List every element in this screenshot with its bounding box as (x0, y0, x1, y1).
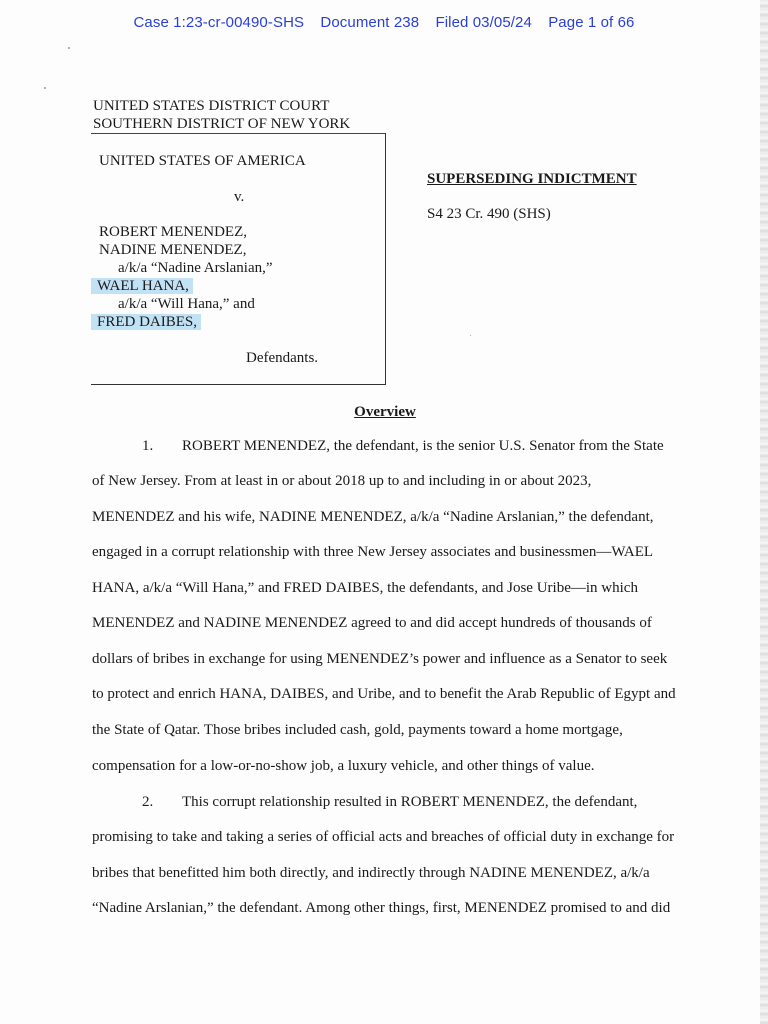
docket-number: S4 23 Cr. 490 (SHS) (427, 206, 551, 222)
paragraph-1-line-9: the State of Qatar. Those bribes included cash, gold, payments toward a home mortgage, (92, 722, 623, 738)
paragraph-1-line-6: MENENDEZ and NADINE MENENDEZ agreed to and did accept hundreds of thousands of (92, 615, 652, 631)
paragraph-1-line-8: to protect and enrich HANA, DAIBES, and Uribe, and to benefit the Arab Republic of Egypt and (92, 686, 676, 702)
highlighted-name: WAEL HANA, (91, 278, 193, 294)
alias-nadine-arslanian: a/k/a “Nadine Arslanian,” (118, 260, 273, 276)
court-name (93, 97, 350, 133)
versus-label: v. (234, 189, 245, 205)
scan-speck (68, 47, 70, 49)
paragraph-1-line-4: engaged in a corrupt relationship with three New Jersey associates and businessmen—WAEL (92, 544, 654, 560)
paragraph-number: 1. (142, 438, 154, 454)
court-line-2: SOUTHERN DISTRICT OF NEW YORK (93, 116, 351, 132)
ecf-filing-header (0, 14, 768, 31)
paragraph-2-line-3: bribes that benefitted him both directly, and indirectly through NADINE MENENDEZ, a/k/a (92, 865, 650, 881)
line-text: This corrupt relationship resulted in ROBERT MENENDEZ, the defendant, (182, 794, 638, 810)
defendant-robert-menendez: ROBERT MENENDEZ, (99, 224, 247, 240)
scan-speck (44, 87, 46, 89)
scan-edge-strip (760, 0, 768, 1024)
paragraph-1-line-7: dollars of bribes in exchange for using MENENDEZ’s power and influence as a Senator to seek (92, 651, 668, 667)
alias-will-hana: a/k/a “Will Hana,” and (118, 296, 255, 312)
paragraph-1-line-10: compensation for a low-or-no-show job, a luxury vehicle, and other things of value. (92, 758, 595, 774)
filed-date: Filed 03/05/24 (435, 14, 532, 31)
paragraph-2-line-2: promising to take and taking a series of official acts and breaches of official duty in exchange for (92, 829, 675, 845)
case-number: Case 1:23-cr-00490-SHS (133, 14, 305, 31)
plaintiff-name: UNITED STATES OF AMERICA (99, 153, 306, 169)
paragraph-1-line-1 (92, 438, 664, 455)
paragraph-number: 2. (142, 794, 154, 810)
page-indicator: Page 1 of 66 (548, 14, 635, 31)
highlighted-name: FRED DAIBES, (91, 314, 201, 330)
paragraph-1-line-2: of New Jersey. From at least in or about 2018 up to and including in or about 2023, (92, 473, 592, 489)
document-title: SUPERSEDING INDICTMENT (427, 171, 637, 187)
document-number: Document 238 (320, 14, 420, 31)
paragraph-1-line-5: HANA, a/k/a “Will Hana,” and FRED DAIBES, the defendants, and Jose Uribe—in which (92, 580, 638, 596)
scan-speck (470, 335, 471, 336)
line-text: ROBERT MENENDEZ, the defendant, is the senior U.S. Senator from the State (182, 438, 664, 454)
defendant-wael-hana (99, 278, 193, 295)
section-heading-overview: Overview (354, 404, 416, 420)
case-caption-box (91, 133, 386, 385)
defendant-nadine-menendez: NADINE MENENDEZ, (99, 242, 247, 258)
paragraph-1-line-3: MENENDEZ and his wife, NADINE MENENDEZ, a/k/a “Nadine Arslanian,” the defendant, (92, 509, 654, 525)
paragraph-2-line-1 (92, 794, 637, 811)
paragraph-2-line-4: “Nadine Arslanian,” the defendant. Among other things, first, MENENDEZ promised to and did (92, 900, 671, 916)
court-line-1: UNITED STATES DISTRICT COURT (93, 98, 330, 114)
defendants-label: Defendants. (246, 350, 319, 366)
defendant-fred-daibes (99, 314, 201, 331)
